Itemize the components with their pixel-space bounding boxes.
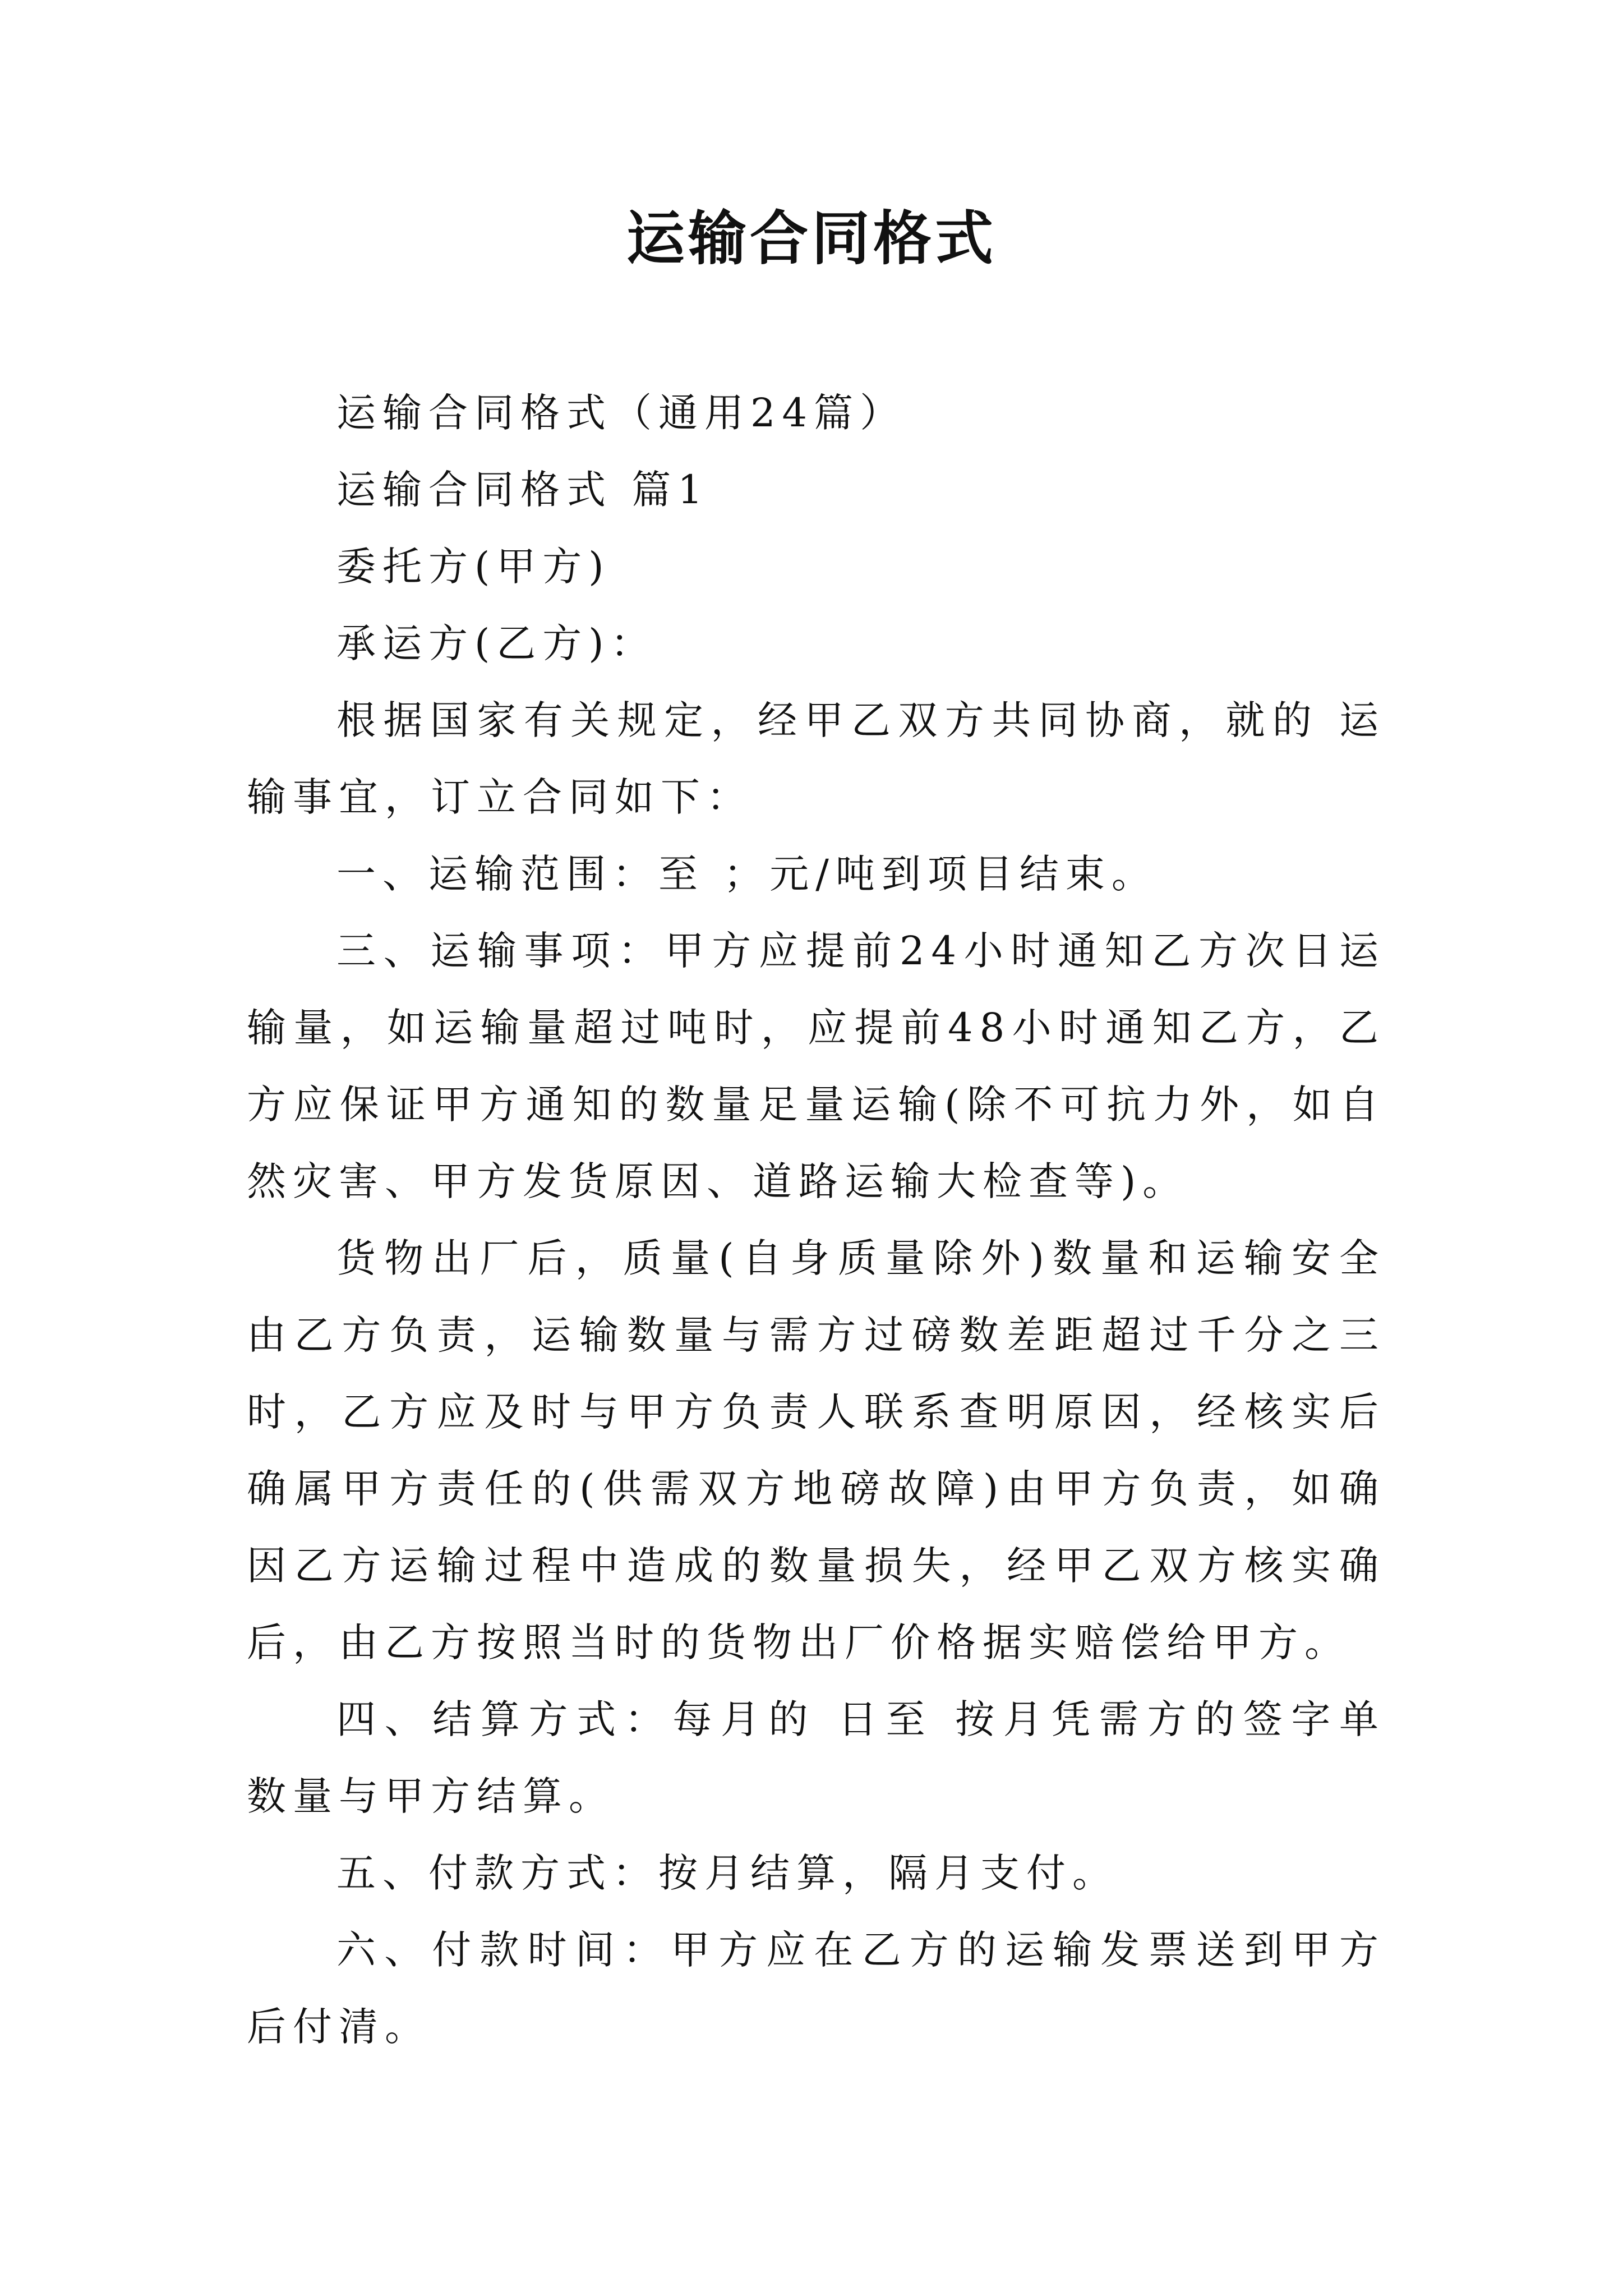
paragraph-party-a: 委托方(甲方)	[336, 544, 611, 590]
paragraph-party-b: 承运方(乙方)：	[336, 620, 657, 666]
paragraph-clause-liability: 货物出厂后，质量(自身质量除外)数量和运输安全由乙方负责，运输数量与需方过磅数差距超过千分之三时，乙方应及时与甲方负责人联系查明原因，经核实后确属甲方责任的(供需双方地磅故障)由甲方负责，如确因乙方运输过程中造成的数量损失，经甲乙双方核实确后，由乙方按照当时的货物出厂价格据实赔偿给甲方。	[247, 1235, 1385, 1665]
paragraph-clause-scope: 一、运输范围：至 ；元/吨到项目结束。	[336, 851, 1158, 897]
paragraph-clause-settlement: 四、结算方式：每月的 日至 按月凭需方的签字单数量与甲方结算。	[247, 1696, 1385, 1819]
paragraph-clause-payment-method: 五、付款方式：按月结算，隔月支付。	[336, 1850, 1118, 1896]
paragraph-clause-matters: 三、运输事项：甲方应提前24小时通知乙方次日运输量，如运输量超过吨时，应提前48小时通知乙方，乙方应保证甲方通知的数量足量运输(除不可抗力外，如自然灾害、甲方发货原因、道路运输大检查等)。	[247, 928, 1385, 1204]
paragraph-clause-payment-time: 六、付款时间：甲方应在乙方的运输发票送到甲方后付清。	[247, 1927, 1385, 2050]
paragraph-heading-part-1: 运输合同格式 篇1	[336, 467, 709, 513]
paragraph-preamble: 根据国家有关规定，经甲乙双方共同协商，就的 运输事宜，订立合同如下：	[247, 697, 1385, 820]
paragraph-heading-general: 运输合同格式（通用24篇）	[336, 390, 906, 436]
document-title: 运输合同格式	[626, 204, 997, 273]
document-body	[247, 375, 1385, 2065]
